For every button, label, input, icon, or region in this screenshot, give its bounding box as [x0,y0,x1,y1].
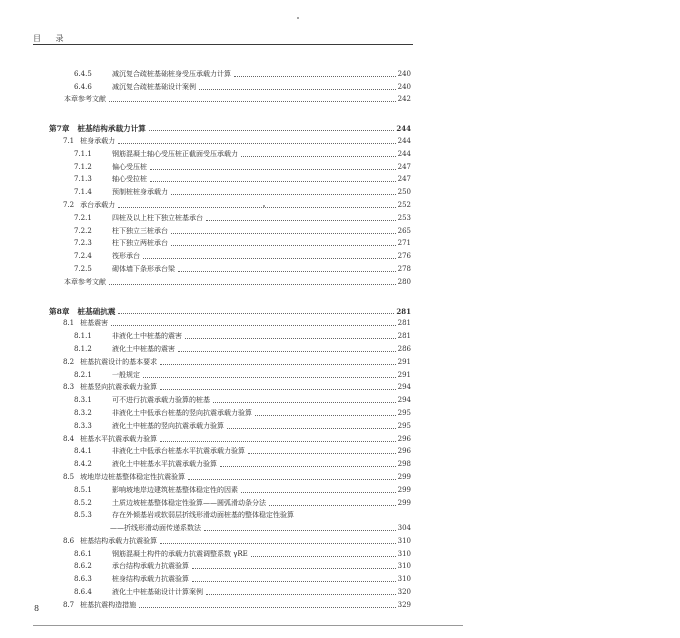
toc-entry-page: 310 [397,562,411,571]
toc-entry[interactable] [49,495,411,508]
table-of-contents [49,66,411,610]
dot-leader [204,529,396,531]
toc-entry-title: 轴心受拉桩 [112,175,147,184]
dot-leader [139,606,395,608]
toc-entry-number: 7.1 [63,136,75,145]
toc-entry[interactable] [49,236,411,249]
toc-entry-number: 第8章 [49,306,70,316]
toc-entry-page: 265 [397,226,411,235]
toc-entry[interactable] [49,341,411,354]
toc-entry-title: 桩基竖向抗震承载力验算 [80,383,158,392]
dot-leader [171,244,396,246]
toc-entry-number: 7.2.3 [74,239,92,248]
toc-entry-page: 281 [396,306,411,316]
dot-leader [118,142,395,144]
toc-entry-page: 296 [397,434,411,443]
dot-leader [213,401,396,403]
toc-entry-number: 7.2.4 [74,252,92,261]
toc-entry-number: 8.1 [63,319,75,328]
toc-entry-title: 桩基抗震设计的基本要求 [80,357,158,366]
toc-entry-title: 承台结构承载力抗震验算 [112,562,189,571]
toc-entry-page: 281 [397,332,411,341]
toc-entry-number: 8.6.2 [74,562,92,571]
dot-leader [248,452,396,454]
toc-entry-page: 280 [397,277,411,286]
dot-leader [160,363,395,365]
toc-entry-title: 坡地岸边桩基整体稳定性抗震验算 [80,472,186,481]
dot-leader [171,232,396,234]
toc-entry-page: 310 [397,549,411,558]
toc-entry[interactable] [49,520,411,533]
toc-entry[interactable] [49,328,411,341]
toc-entry-page: 299 [397,498,411,507]
toc-entry[interactable] [49,456,411,469]
toc-entry-page: 310 [397,536,411,545]
toc-entry[interactable] [49,367,411,380]
toc-entry[interactable] [49,354,411,367]
dot-leader [251,555,396,557]
toc-entry-title: 桩身结构承载力抗震验算 [112,575,189,584]
toc-entry-title: ——折线形滑动面传递系数法 [110,524,201,533]
toc-entry[interactable] [49,261,411,274]
toc-entry-number: 7.2.2 [74,226,92,235]
toc-entry[interactable] [49,597,411,610]
toc-entry-title: 一般规定 [112,370,140,379]
toc-entry-title: 承台承载力 [80,200,116,209]
toc-entry[interactable] [49,133,411,146]
toc-entry[interactable] [49,223,411,236]
page-number: 8 [34,604,40,613]
toc-entry-page: 299 [397,485,411,494]
toc-entry-page: 276 [397,252,411,261]
dot-leader [118,206,395,208]
dot-leader [149,129,395,131]
toc-entry[interactable] [49,79,411,92]
toc-entry-page: 291 [397,357,411,366]
toc-entry[interactable] [49,571,411,584]
toc-entry-title: 桩身承载力 [80,136,116,145]
dot-leader [109,100,396,102]
dot-leader [192,567,396,569]
toc-entry-title: 桩基础抗震 [77,306,116,316]
toc-entry-number: 7.2 [63,200,75,209]
toc-entry-page: 240 [397,69,411,78]
dot-leader [241,155,396,157]
toc-entry[interactable] [49,146,411,159]
toc-entry-title: 桩基震害 [80,319,109,328]
toc-entry[interactable] [49,380,411,393]
toc-entry-title: 柱下独立两桩承台 [112,239,168,248]
toc-section-gap [49,287,411,303]
toc-entry-number: 6.4.6 [74,82,92,91]
dot-leader [160,388,395,390]
toc-entry[interactable] [49,418,411,431]
toc-entry-page: 320 [397,588,411,597]
toc-entry[interactable] [49,159,411,172]
toc-entry-title: 液化土中桩基的竖向抗震承载力验算 [112,421,224,430]
dot-leader [227,427,396,429]
dot-leader [118,312,394,314]
toc-entry-page: 271 [397,239,411,248]
toc-entry[interactable] [49,584,411,597]
toc-entry-number: 8.6.4 [74,588,92,597]
toc-entry-number: 8.4.2 [74,460,92,469]
dot-leader [150,168,396,170]
toc-entry-title: 液化土中桩基的震害 [112,344,175,353]
toc-entry-page: 291 [397,370,411,379]
toc-entry[interactable] [49,469,411,482]
toc-entry-title: 土质边坡桩基整体稳定性验算——圆弧滑动条分法 [112,498,266,507]
dot-leader [199,88,396,90]
toc-entry-title: 减沉复合疏桩基础桩身受压承载力计算 [112,69,231,78]
toc-entry-number: 6.4.5 [74,69,92,78]
toc-entry-page: 329 [397,600,411,609]
toc-entry-number: 8.6.3 [74,575,92,584]
toc-entry-page: 250 [397,188,411,197]
toc-entry-title: 桩基结构承载力计算 [77,124,146,134]
toc-entry[interactable] [49,210,411,223]
dot-leader [206,593,396,595]
toc-entry-page: 247 [397,175,411,184]
toc-entry-number: 8.1.2 [74,344,92,353]
toc-entry-page: 242 [397,95,411,104]
toc-entry-title: 偏心受压桩 [112,162,147,171]
scan-speck [263,205,265,207]
toc-entry-number: 8.1.1 [74,332,92,341]
toc-entry-title: 可不进行抗震承载力验算的桩基 [112,396,210,405]
toc-entry-number: 8.5.2 [74,498,92,507]
dot-leader [109,283,396,285]
toc-entry[interactable] [49,508,411,521]
toc-entry-page: 253 [397,213,411,222]
toc-entry-title: 四桩及以上柱下独立桩基承台 [112,213,203,222]
toc-entry-title: 预制桩桩身承载力 [112,188,168,197]
toc-entry-title: 砌体墙下条形承台梁 [112,264,175,273]
dot-leader [188,478,395,480]
toc-entry-page: 281 [397,319,411,328]
toc-entry[interactable] [49,533,411,546]
toc-entry[interactable] [49,248,411,261]
toc-section-gap [49,104,411,120]
toc-entry-number: 8.6.1 [74,549,92,558]
dot-leader [111,324,395,326]
toc-entry-page: 247 [397,162,411,171]
dot-leader [206,219,396,221]
bottom-rule [33,625,463,626]
toc-entry-page: 294 [397,396,411,405]
dot-leader [185,337,396,339]
toc-entry[interactable] [49,482,411,495]
toc-entry-number: 7.1.1 [74,149,92,158]
toc-entry-title: 非液化土中桩基的震害 [112,332,182,341]
toc-entry[interactable] [49,92,411,105]
toc-entry[interactable] [49,392,411,405]
toc-chapter-entry[interactable] [49,303,411,316]
toc-entry-page: 299 [397,472,411,481]
toc-entry-title: 钢筋混凝土构件的承载力抗震调整系数 γRE [112,549,248,558]
toc-entry-number: 8.5 [63,472,75,481]
dot-leader [171,193,396,195]
toc-entry[interactable] [49,172,411,185]
toc-entry[interactable] [49,431,411,444]
toc-entry-number: 第7章 [49,124,70,134]
toc-entry[interactable] [49,559,411,572]
toc-entry-number: 8.4.1 [74,447,92,456]
toc-entry[interactable] [49,316,411,329]
toc-entry-title: 非液化土中低承台桩基水平抗震承载力验算 [112,447,245,456]
toc-entry-page: 240 [397,82,411,91]
dot-leader [178,350,396,352]
toc-entry-number: 8.3.1 [74,396,92,405]
toc-entry-number: 8.4 [63,434,75,443]
toc-entry[interactable] [49,274,411,287]
toc-entry-title: 桩基抗震构造措施 [80,600,137,609]
toc-entry-title: 本章参考文献 [64,95,106,104]
toc-entry-page: 252 [397,200,411,209]
toc-entry-number: 7.2.1 [74,213,92,222]
dot-leader [160,542,395,544]
toc-entry-title: 影响坡地岸边建筑桩基整体稳定性的因素 [112,485,238,494]
toc-entry[interactable] [49,405,411,418]
toc-entry-number: 8.6 [63,536,75,545]
toc-entry-title: 柱下独立三桩承台 [112,226,168,235]
toc-entry-title: 筏形承台 [112,252,140,261]
toc-entry[interactable] [49,444,411,457]
toc-entry-page: 295 [397,421,411,430]
header-rule [33,44,413,45]
dot-leader [143,376,396,378]
toc-entry-number: 8.5.3 [74,511,92,520]
dot-leader [220,465,396,467]
dot-leader [241,491,396,493]
toc-entry-page: 295 [397,408,411,417]
toc-entry-page: 310 [397,575,411,584]
toc-entry-number: 8.3.3 [74,421,92,430]
toc-entry-title: 钢筋混凝土轴心受压桩正截面受压承载力 [112,149,238,158]
scan-speck [297,17,299,19]
toc-entry-number: 7.1.2 [74,162,92,171]
toc-entry-number: 7.2.5 [74,264,92,273]
toc-entry-page: 244 [397,149,411,158]
toc-entry[interactable] [49,184,411,197]
dot-leader [178,270,396,272]
toc-entry-page: 298 [397,460,411,469]
toc-chapter-entry[interactable] [49,120,411,133]
dot-leader [150,180,396,182]
toc-entry-page: 286 [397,344,411,353]
toc-entry-number: 7.1.4 [74,188,92,197]
toc-entry-page: 278 [397,264,411,273]
toc-entry-number: 8.2 [63,357,75,366]
running-title: 目 录 [33,34,70,43]
toc-entry-number: 8.7 [63,600,75,609]
toc-entry-page: 244 [396,124,411,134]
toc-entry-number: 8.3.2 [74,408,92,417]
toc-entry[interactable] [49,197,411,210]
toc-entry-title: 本章参考文献 [64,277,106,286]
toc-entry-title: 桩基结构承载力抗震验算 [80,536,158,545]
toc-entry-title: 存在外倾基岩或软弱层折线形滑动面桩基的整体稳定性验算 [112,511,294,520]
toc-entry[interactable] [49,66,411,79]
toc-entry-page: 296 [397,447,411,456]
toc-entry-title: 液化土中桩基水平抗震承载力验算 [112,460,217,469]
dot-leader [234,75,396,77]
dot-leader [160,440,395,442]
toc-entry-number: 7.1.3 [74,175,92,184]
toc-entry-page: 294 [397,383,411,392]
toc-entry-title: 减沉复合疏桩基础设计案例 [112,82,196,91]
toc-entry[interactable] [49,546,411,559]
dot-leader [143,257,396,259]
toc-entry-title: 桩基水平抗震承载力验算 [80,434,158,443]
toc-entry-number: 8.3 [63,383,75,392]
toc-entry-page: 244 [397,136,411,145]
toc-entry-number: 8.2.1 [74,370,92,379]
toc-entry-title: 非液化土中低承台桩基的竖向抗震承载力验算 [112,408,252,417]
toc-entry-page: 304 [397,524,411,533]
toc-entry-number: 8.5.1 [74,485,92,494]
dot-leader [269,504,396,506]
toc-entry-title: 液化土中桩基础设计计算案例 [112,588,203,597]
dot-leader [255,414,396,416]
dot-leader [192,580,396,582]
